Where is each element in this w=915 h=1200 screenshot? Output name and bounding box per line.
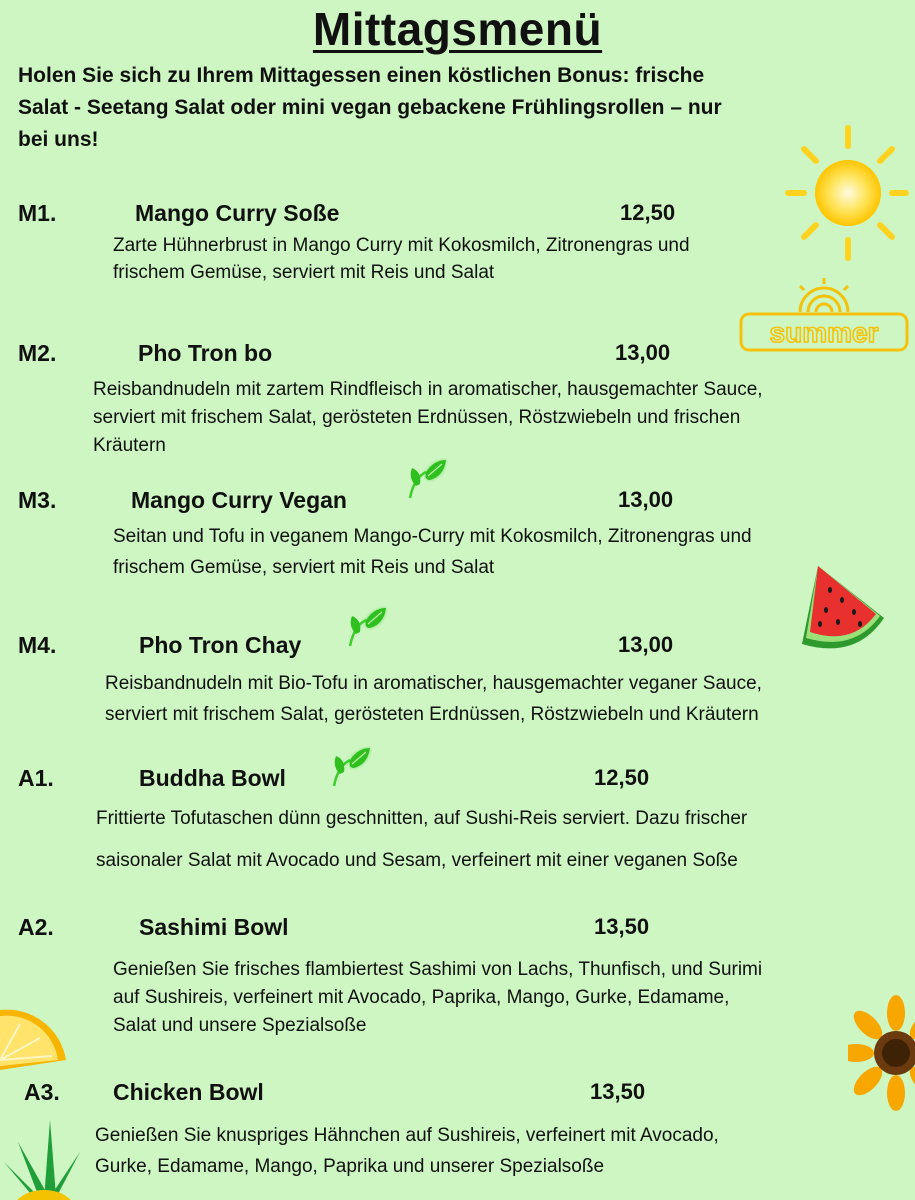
- page-title: Mittagsmenü: [312, 3, 603, 55]
- leaf-icon: [328, 746, 372, 790]
- item-price: 13,50: [590, 1079, 646, 1104]
- item-description-line: saisonaler Salat mit Avocado und Sesam, verfeinert mit einer veganen Soße: [96, 850, 738, 871]
- summer-badge-icon: [738, 276, 910, 356]
- item-description-line: Frittierte Tofutaschen dünn geschnitten, auf Sushi-Reis serviert. Dazu frischer: [96, 808, 748, 829]
- item-price: 12,50: [620, 200, 676, 225]
- item-description-line: Reisbandnudeln mit Bio-Tofu in aromatischer, hausgemachter veganer Sauce,: [105, 673, 762, 694]
- item-description-line: auf Sushireis, verfeinert mit Avocado, Paprika, Mango, Gurke, Edamame,: [113, 987, 730, 1008]
- leaf-icon: [344, 606, 388, 650]
- watermelon-icon: [796, 560, 888, 660]
- sun-icon: [780, 118, 910, 268]
- item-name: Sashimi Bowl: [139, 914, 289, 940]
- item-description-line: Gurke, Edamame, Mango, Paprika und unserer Spezialsoße: [95, 1156, 605, 1177]
- item-price: 13,00: [618, 632, 674, 657]
- item-name: Mango Curry Soße: [135, 200, 340, 226]
- item-name: Pho Tron bo: [138, 340, 273, 366]
- item-description-line: Zarte Hühnerbrust in Mango Curry mit Kokosmilch, Zitronengras und: [113, 235, 690, 256]
- item-name: Chicken Bowl: [113, 1079, 264, 1105]
- intro-line: Holen Sie sich zu Ihrem Mittagessen einen köstlichen Bonus: frische: [18, 64, 705, 87]
- lemon-icon: [0, 1000, 70, 1080]
- pineapple-icon: [0, 1112, 88, 1200]
- sunflower-icon: [848, 995, 915, 1115]
- intro-text: [18, 60, 898, 156]
- intro-line: Salat - Seetang Salat oder mini vegan gebackene Frühlingsrollen – nur: [18, 96, 722, 119]
- item-name: Buddha Bowl: [139, 765, 286, 791]
- item-description-line: Genießen Sie frisches flambiertest Sashimi von Lachs, Thunfisch, und Surimi: [113, 959, 763, 980]
- summer-badge-label: summer: [769, 317, 879, 348]
- item-description-line: frischem Gemüse, serviert mit Reis und Salat: [113, 557, 495, 578]
- item-code: A3.: [24, 1079, 60, 1105]
- item-code: A2.: [18, 914, 54, 940]
- item-price: 13,00: [615, 340, 671, 365]
- leaf-icon: [404, 458, 448, 502]
- item-description-line: Reisbandnudeln mit zartem Rindfleisch in aromatischer, hausgemachter Sauce,: [93, 379, 763, 400]
- item-description-line: frischem Gemüse, serviert mit Reis und Salat: [113, 262, 495, 283]
- item-code: M3.: [18, 487, 57, 513]
- item-code: A1.: [18, 765, 54, 791]
- item-description-line: serviert mit frischem Salat, gerösteten Erdnüssen, Röstzwiebeln und frischen: [93, 407, 741, 428]
- item-description-line: serviert mit frischem Salat, gerösteten Erdnüssen, Röstzwiebeln und Kräutern: [105, 704, 759, 725]
- item-code: M1.: [18, 200, 57, 226]
- item-price: 12,50: [594, 765, 650, 790]
- item-description-line: Seitan und Tofu in veganem Mango-Curry mit Kokosmilch, Zitronengras und: [113, 526, 752, 547]
- item-price: 13,50: [594, 914, 650, 939]
- item-price: 13,00: [618, 487, 674, 512]
- item-description-line: Genießen Sie knuspriges Hähnchen auf Sushireis, verfeinert mit Avocado,: [95, 1125, 719, 1146]
- item-description-line: Salat und unsere Spezialsoße: [113, 1015, 367, 1036]
- item-code: M4.: [18, 632, 57, 658]
- intro-line: bei uns!: [18, 128, 99, 151]
- item-name: Pho Tron Chay: [139, 632, 302, 658]
- item-name: Mango Curry Vegan: [131, 487, 347, 513]
- item-description-line: Kräutern: [93, 435, 166, 456]
- item-code: M2.: [18, 340, 57, 366]
